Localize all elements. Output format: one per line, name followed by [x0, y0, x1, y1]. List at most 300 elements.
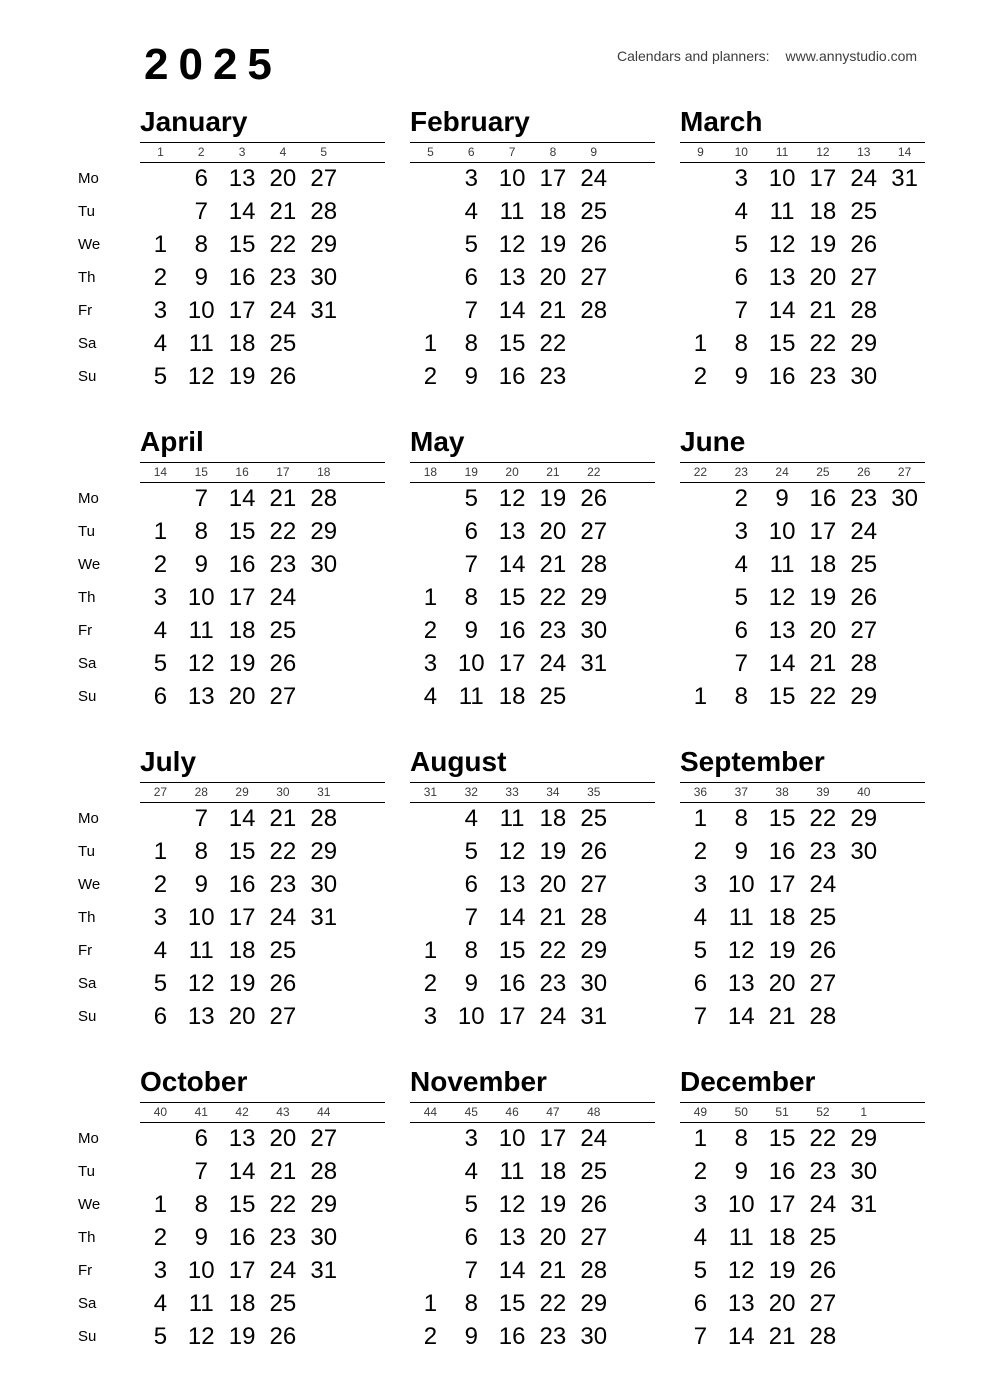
date-cell: 13	[498, 518, 526, 545]
date-cell: 28	[850, 297, 878, 324]
empty-date-cell	[410, 868, 451, 901]
date-cell: 12	[187, 970, 215, 997]
tagline-url[interactable]: www.annystudio.com	[785, 48, 918, 64]
date-cell: 30	[891, 485, 918, 512]
day-labels-column	[78, 162, 130, 393]
date-cell: 12	[187, 650, 215, 677]
date-cell: 8	[194, 518, 208, 545]
empty-date-cell	[614, 835, 655, 868]
week-number: 9	[590, 145, 598, 159]
date-cell: 26	[269, 363, 297, 390]
empty-date-cell	[573, 360, 614, 393]
date-cell: 2	[153, 551, 168, 578]
date-cell: 31	[580, 1003, 608, 1030]
empty-date-cell	[410, 482, 451, 515]
date-cell: 25	[269, 1290, 297, 1317]
date-cell: 20	[539, 1224, 567, 1251]
date-cell: 11	[728, 904, 754, 931]
month-title: September	[680, 746, 825, 777]
date-cell: 6	[194, 165, 208, 192]
date-cell: 27	[850, 617, 878, 644]
empty-date-cell	[680, 162, 721, 195]
date-cell: 6	[153, 683, 168, 710]
date-cell: 30	[310, 551, 338, 578]
dates-grid	[410, 482, 655, 713]
date-cell: 7	[693, 1003, 708, 1030]
empty-date-cell	[410, 515, 451, 548]
date-cell: 21	[768, 1323, 796, 1350]
date-cell: 4	[693, 1224, 708, 1251]
date-cell: 18	[539, 1158, 567, 1185]
empty-date-cell	[884, 1221, 925, 1254]
empty-date-cell	[573, 680, 614, 713]
empty-date-cell	[410, 228, 451, 261]
dates-grid	[680, 162, 925, 393]
date-cell: 7	[734, 297, 748, 324]
week-number-row	[680, 462, 925, 483]
date-cell: 13	[187, 683, 215, 710]
week-number: 5	[320, 145, 328, 159]
date-cell: 23	[539, 363, 567, 390]
empty-date-cell	[884, 228, 925, 261]
date-cell: 26	[580, 485, 608, 512]
empty-date-cell	[344, 614, 385, 647]
date-cell: 3	[734, 165, 748, 192]
empty-date-cell	[884, 802, 925, 835]
date-cell: 25	[269, 937, 297, 964]
date-cell: 22	[809, 330, 837, 357]
tagline-label: Calendars and planners:	[617, 48, 770, 64]
date-cell: 2	[693, 838, 708, 865]
week-number-row	[140, 462, 385, 483]
day-label: Tu	[78, 843, 95, 860]
date-cell: 4	[464, 198, 478, 225]
date-cell: 10	[457, 1003, 485, 1030]
date-cell: 27	[580, 264, 608, 291]
date-cell: 29	[310, 231, 338, 258]
date-cell: 22	[269, 1191, 297, 1218]
month-title: November	[410, 1066, 547, 1097]
empty-date-cell	[344, 868, 385, 901]
empty-date-cell	[680, 614, 721, 647]
week-number: 10	[734, 145, 748, 159]
date-cell: 4	[153, 1290, 168, 1317]
week-number	[884, 1103, 925, 1122]
date-cell: 9	[194, 1224, 208, 1251]
date-cell: 30	[850, 838, 878, 865]
date-cell: 27	[580, 871, 608, 898]
empty-date-cell	[344, 581, 385, 614]
date-cell: 27	[269, 683, 297, 710]
empty-date-cell	[344, 1320, 385, 1353]
date-cell: 13	[498, 264, 526, 291]
date-cell: 23	[809, 1158, 837, 1185]
date-cell: 8	[734, 1125, 748, 1152]
date-cell: 24	[269, 1257, 297, 1284]
date-cell: 12	[768, 231, 796, 258]
date-cell: 1	[693, 330, 708, 357]
date-cell: 20	[269, 1125, 297, 1152]
empty-date-cell	[614, 360, 655, 393]
date-cell: 10	[187, 904, 215, 931]
day-label: Sa	[78, 655, 97, 672]
date-cell: 12	[498, 1191, 526, 1218]
empty-date-cell	[614, 327, 655, 360]
date-cell: 26	[580, 838, 608, 865]
empty-date-cell	[410, 548, 451, 581]
empty-date-cell	[344, 515, 385, 548]
empty-date-cell	[884, 967, 925, 1000]
date-cell: 19	[809, 231, 837, 258]
empty-date-cell	[410, 901, 451, 934]
date-cell: 20	[768, 970, 796, 997]
empty-date-cell	[344, 647, 385, 680]
date-cell: 14	[228, 198, 256, 225]
week-number: 31	[423, 785, 438, 799]
empty-date-cell	[410, 835, 451, 868]
empty-date-cell	[680, 482, 721, 515]
date-cell: 31	[850, 1191, 878, 1218]
date-cell: 4	[423, 683, 438, 710]
dates-grid	[680, 802, 925, 1033]
week-number: 18	[423, 465, 438, 479]
date-cell: 6	[734, 264, 748, 291]
empty-date-cell	[614, 294, 655, 327]
date-cell: 22	[269, 518, 297, 545]
empty-date-cell	[303, 1287, 344, 1320]
month-title: March	[680, 106, 763, 137]
week-number-row	[680, 142, 925, 163]
empty-date-cell	[614, 482, 655, 515]
date-cell: 13	[498, 871, 526, 898]
empty-date-cell	[344, 327, 385, 360]
date-cell: 13	[727, 970, 755, 997]
empty-date-cell	[344, 482, 385, 515]
date-cell: 21	[269, 805, 297, 832]
date-cell: 27	[310, 165, 338, 192]
date-cell: 15	[228, 518, 256, 545]
date-cell: 10	[457, 650, 485, 677]
date-cell: 7	[194, 485, 208, 512]
empty-date-cell	[614, 261, 655, 294]
date-cell: 13	[228, 165, 256, 192]
date-cell: 4	[734, 198, 748, 225]
week-number: 1	[860, 1105, 868, 1119]
week-number-row	[140, 1102, 385, 1123]
date-cell: 18	[228, 330, 256, 357]
empty-date-cell	[614, 868, 655, 901]
date-cell: 26	[580, 1191, 608, 1218]
date-cell: 29	[310, 838, 338, 865]
date-cell: 1	[153, 231, 168, 258]
date-cell: 12	[768, 584, 796, 611]
date-cell: 3	[734, 518, 748, 545]
week-number: 27	[897, 465, 912, 479]
empty-date-cell	[680, 515, 721, 548]
date-cell: 13	[768, 617, 796, 644]
empty-date-cell	[410, 1155, 451, 1188]
empty-date-cell	[410, 1221, 451, 1254]
date-cell: 28	[809, 1323, 837, 1350]
date-cell: 6	[693, 1290, 708, 1317]
empty-date-cell	[303, 934, 344, 967]
empty-date-cell	[614, 162, 655, 195]
empty-date-cell	[344, 360, 385, 393]
date-cell: 20	[269, 165, 297, 192]
day-label: Mo	[78, 1130, 99, 1147]
date-cell: 27	[580, 518, 608, 545]
day-label: We	[78, 236, 101, 253]
date-cell: 8	[194, 1191, 208, 1218]
month-title: January	[140, 106, 248, 137]
date-cell: 8	[734, 683, 748, 710]
month-title: June	[680, 426, 746, 457]
date-cell: 13	[498, 1224, 526, 1251]
empty-date-cell	[573, 327, 614, 360]
date-cell: 22	[809, 1125, 837, 1152]
empty-date-cell	[884, 680, 925, 713]
date-cell: 29	[580, 937, 608, 964]
empty-date-cell	[614, 647, 655, 680]
date-cell: 17	[228, 584, 256, 611]
date-cell: 5	[153, 970, 168, 997]
empty-date-cell	[614, 1287, 655, 1320]
date-cell: 25	[580, 805, 608, 832]
date-cell: 21	[539, 551, 567, 578]
week-number: 42	[235, 1105, 249, 1119]
date-cell: 7	[194, 198, 208, 225]
date-cell: 4	[464, 1158, 478, 1185]
date-cell: 30	[310, 1224, 338, 1251]
date-cell: 8	[194, 231, 208, 258]
date-cell: 30	[310, 871, 338, 898]
empty-date-cell	[140, 482, 181, 515]
empty-date-cell	[884, 515, 925, 548]
date-cell: 21	[539, 904, 567, 931]
date-cell: 5	[153, 650, 168, 677]
day-label: Sa	[78, 1295, 97, 1312]
empty-date-cell	[140, 802, 181, 835]
week-number: 50	[734, 1105, 748, 1119]
date-cell: 14	[228, 1158, 256, 1185]
dates-grid	[140, 482, 385, 713]
empty-date-cell	[140, 1122, 181, 1155]
day-label: Th	[78, 269, 96, 286]
date-cell: 5	[693, 937, 708, 964]
date-cell: 28	[809, 1003, 837, 1030]
dates-grid	[680, 1122, 925, 1353]
date-cell: 29	[310, 1191, 338, 1218]
date-cell: 1	[423, 937, 438, 964]
date-cell: 26	[850, 584, 878, 611]
empty-date-cell	[884, 934, 925, 967]
date-cell: 18	[539, 198, 567, 225]
week-number: 41	[194, 1105, 208, 1119]
date-cell: 2	[693, 363, 708, 390]
day-label: Sa	[78, 975, 97, 992]
empty-date-cell	[614, 614, 655, 647]
date-cell: 3	[464, 165, 478, 192]
empty-date-cell	[410, 162, 451, 195]
dates-grid	[140, 162, 385, 393]
dates-grid	[140, 1122, 385, 1353]
date-cell: 28	[310, 1158, 338, 1185]
date-cell: 14	[498, 1257, 526, 1284]
date-cell: 14	[228, 485, 256, 512]
date-cell: 9	[734, 838, 748, 865]
date-cell: 16	[768, 1158, 796, 1185]
date-cell: 23	[269, 264, 297, 291]
date-cell: 12	[498, 838, 526, 865]
date-cell: 25	[269, 617, 297, 644]
date-cell: 19	[539, 1191, 567, 1218]
week-number-row	[410, 782, 655, 803]
week-number-row	[680, 782, 925, 803]
date-cell: 8	[464, 1290, 478, 1317]
date-cell: 25	[580, 1158, 608, 1185]
day-label: Mo	[78, 810, 99, 827]
day-label: Fr	[78, 1262, 93, 1279]
empty-date-cell	[884, 614, 925, 647]
day-label: Tu	[78, 203, 95, 220]
date-cell: 20	[228, 683, 256, 710]
date-cell: 24	[269, 584, 297, 611]
week-number-row	[140, 782, 385, 803]
date-cell: 7	[194, 805, 208, 832]
empty-date-cell	[303, 581, 344, 614]
date-cell: 24	[539, 1003, 567, 1030]
empty-date-cell	[680, 647, 721, 680]
day-labels-column	[78, 1122, 130, 1353]
month-title: February	[410, 106, 530, 137]
date-cell: 10	[187, 1257, 215, 1284]
date-cell: 27	[310, 1125, 338, 1152]
date-cell: 7	[734, 650, 748, 677]
week-number: 34	[546, 785, 560, 799]
empty-date-cell	[884, 327, 925, 360]
date-cell: 31	[310, 1257, 338, 1284]
empty-date-cell	[614, 195, 655, 228]
week-number: 37	[734, 785, 748, 799]
day-label: Sa	[78, 335, 97, 352]
week-number: 23	[734, 465, 748, 479]
date-cell: 23	[539, 1323, 567, 1350]
date-cell: 19	[228, 363, 256, 390]
date-cell: 23	[269, 871, 297, 898]
week-number: 7	[508, 145, 516, 159]
empty-date-cell	[410, 195, 451, 228]
week-number: 24	[775, 465, 789, 479]
date-cell: 3	[423, 1003, 438, 1030]
empty-date-cell	[344, 967, 385, 1000]
date-cell: 5	[693, 1257, 708, 1284]
day-label: Th	[78, 589, 96, 606]
week-number: 11	[775, 145, 789, 159]
empty-date-cell	[344, 802, 385, 835]
date-cell: 12	[187, 363, 215, 390]
week-number: 29	[235, 785, 249, 799]
date-cell: 17	[539, 165, 567, 192]
date-cell: 31	[580, 650, 608, 677]
date-cell: 4	[153, 330, 168, 357]
week-number: 35	[587, 785, 601, 799]
date-cell: 9	[464, 1323, 478, 1350]
date-cell: 11	[499, 1158, 525, 1185]
day-label: Su	[78, 688, 97, 705]
date-cell: 1	[153, 1191, 168, 1218]
empty-date-cell	[884, 581, 925, 614]
date-cell: 19	[539, 485, 567, 512]
date-cell: 19	[539, 231, 567, 258]
date-cell: 30	[580, 970, 608, 997]
date-cell: 3	[693, 871, 708, 898]
date-cell: 22	[539, 330, 567, 357]
empty-date-cell	[344, 901, 385, 934]
date-cell: 6	[464, 264, 478, 291]
date-cell: 9	[194, 264, 208, 291]
date-cell: 13	[768, 264, 796, 291]
date-cell: 19	[539, 838, 567, 865]
date-cell: 21	[809, 650, 837, 677]
empty-date-cell	[614, 515, 655, 548]
date-cell: 27	[809, 970, 837, 997]
date-cell: 28	[580, 551, 608, 578]
date-cell: 13	[228, 1125, 256, 1152]
month-title: October	[140, 1066, 248, 1097]
empty-date-cell	[843, 1221, 884, 1254]
year-title: 2025	[144, 40, 282, 89]
date-cell: 28	[310, 485, 338, 512]
date-cell: 16	[809, 485, 837, 512]
date-cell: 19	[228, 650, 256, 677]
date-cell: 28	[310, 198, 338, 225]
empty-date-cell	[884, 901, 925, 934]
date-cell: 1	[423, 330, 438, 357]
empty-date-cell	[614, 802, 655, 835]
empty-date-cell	[614, 1188, 655, 1221]
date-cell: 12	[727, 937, 755, 964]
date-cell: 5	[464, 231, 478, 258]
date-cell: 2	[423, 617, 438, 644]
week-number	[614, 1103, 655, 1122]
date-cell: 18	[498, 683, 526, 710]
empty-date-cell	[884, 1188, 925, 1221]
empty-date-cell	[884, 1155, 925, 1188]
date-cell: 11	[728, 1224, 754, 1251]
date-cell: 3	[423, 650, 438, 677]
date-cell: 27	[850, 264, 878, 291]
date-cell: 13	[187, 1003, 215, 1030]
week-number: 13	[857, 145, 871, 159]
empty-date-cell	[410, 1122, 451, 1155]
date-cell: 18	[809, 551, 837, 578]
empty-date-cell	[884, 261, 925, 294]
date-cell: 2	[423, 1323, 438, 1350]
date-cell: 16	[498, 970, 526, 997]
date-cell: 7	[464, 551, 478, 578]
date-cell: 2	[734, 485, 748, 512]
date-cell: 22	[809, 805, 837, 832]
day-label: Fr	[78, 622, 93, 639]
date-cell: 14	[768, 650, 796, 677]
date-cell: 14	[498, 904, 526, 931]
date-cell: 9	[464, 970, 478, 997]
date-cell: 1	[423, 1290, 438, 1317]
week-number: 38	[775, 785, 789, 799]
date-cell: 15	[228, 838, 256, 865]
date-cell: 4	[153, 617, 168, 644]
date-cell: 15	[768, 683, 796, 710]
